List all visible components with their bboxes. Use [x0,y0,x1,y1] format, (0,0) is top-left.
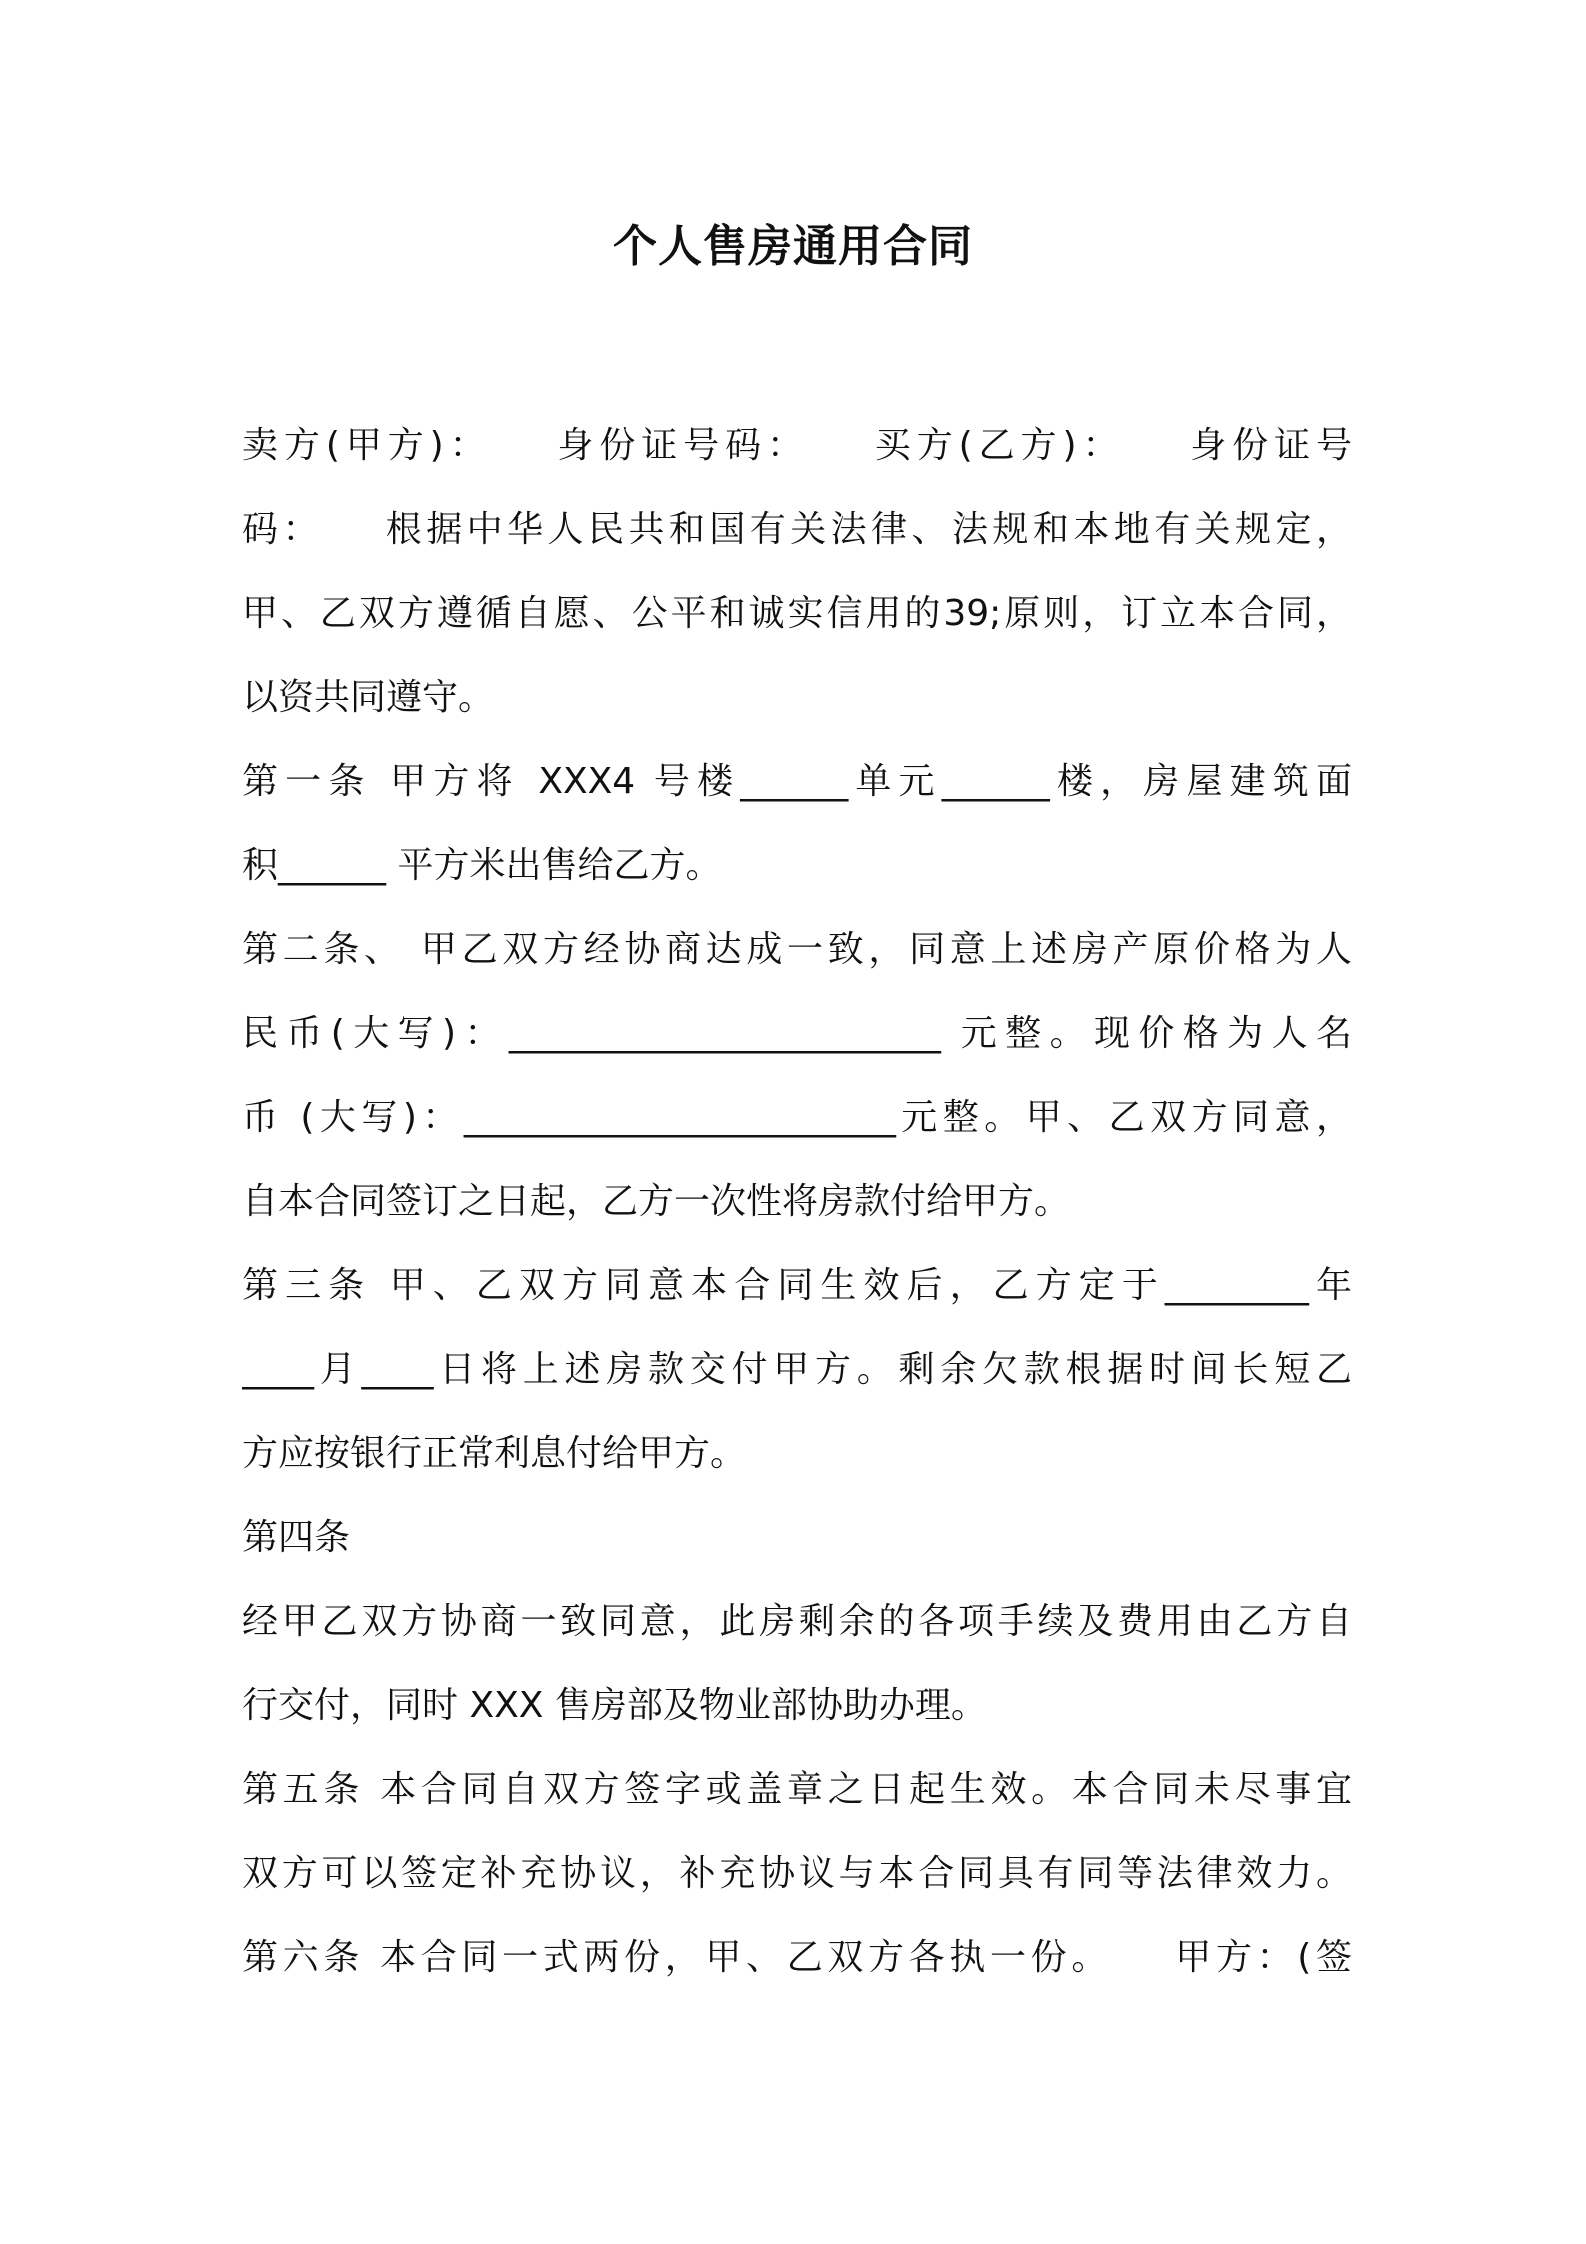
text-line-7: 第二条、 甲乙双方经协商达成一致，同意上述房产原价格为人 [242,929,1352,970]
text-line-3: 甲、乙双方遵循自愿、公平和诚实信用的39;原则，订立本合同， [242,593,1352,634]
text-line-11: 第三条 甲、乙双方同意本合同生效后，乙方定于________年 [242,1265,1352,1306]
text-line-5: 第一条 甲方将 XXX4 号楼______单元______楼，房屋建筑面 [242,761,1352,802]
text-line-13: 方应按银行正常利息付给甲方。 [242,1433,747,1474]
text-line-16: 行交付，同时 XXX 售房部及物业部协助办理。 [242,1685,987,1726]
text-line-17: 第五条 本合同自双方签字或盖章之日起生效。本合同未尽事宜 [242,1769,1352,1810]
text-line-6: 积______ 平方米出售给乙方。 [242,845,722,886]
document-title: 个人售房通用合同 [613,221,973,272]
text-line-8: 民币(大写)：________________________ 元整。现价格为人名 [242,1013,1352,1054]
text-line-4: 以资共同遵守。 [242,677,495,718]
text-line-10: 自本合同签订之日起，乙方一次性将房款付给甲方。 [242,1181,1071,1222]
text-line-2: 码： 根据中华人民共和国有关法律、法规和本地有关规定， [242,509,1352,550]
text-line-9: 币 (大写)：________________________元整。甲、乙双方同意， [242,1097,1352,1138]
text-line-12: ____月____日将上述房款交付甲方。剩余欠款根据时间长短乙 [242,1349,1352,1390]
text-line-14: 第四条 [242,1517,351,1558]
text-line-18: 双方可以签定补充协议，补充协议与本合同具有同等法律效力。 [242,1853,1352,1894]
text-line-19: 第六条 本合同一式两份，甲、乙双方各执一份。 甲方：(签 [242,1937,1352,1978]
text-line-15: 经甲乙双方协商一致同意，此房剩余的各项手续及费用由乙方自 [242,1601,1352,1642]
document-body [242,404,1352,2000]
text-line-1: 卖方(甲方)： 身份证号码： 买方(乙方)： 身份证号 [242,425,1352,466]
